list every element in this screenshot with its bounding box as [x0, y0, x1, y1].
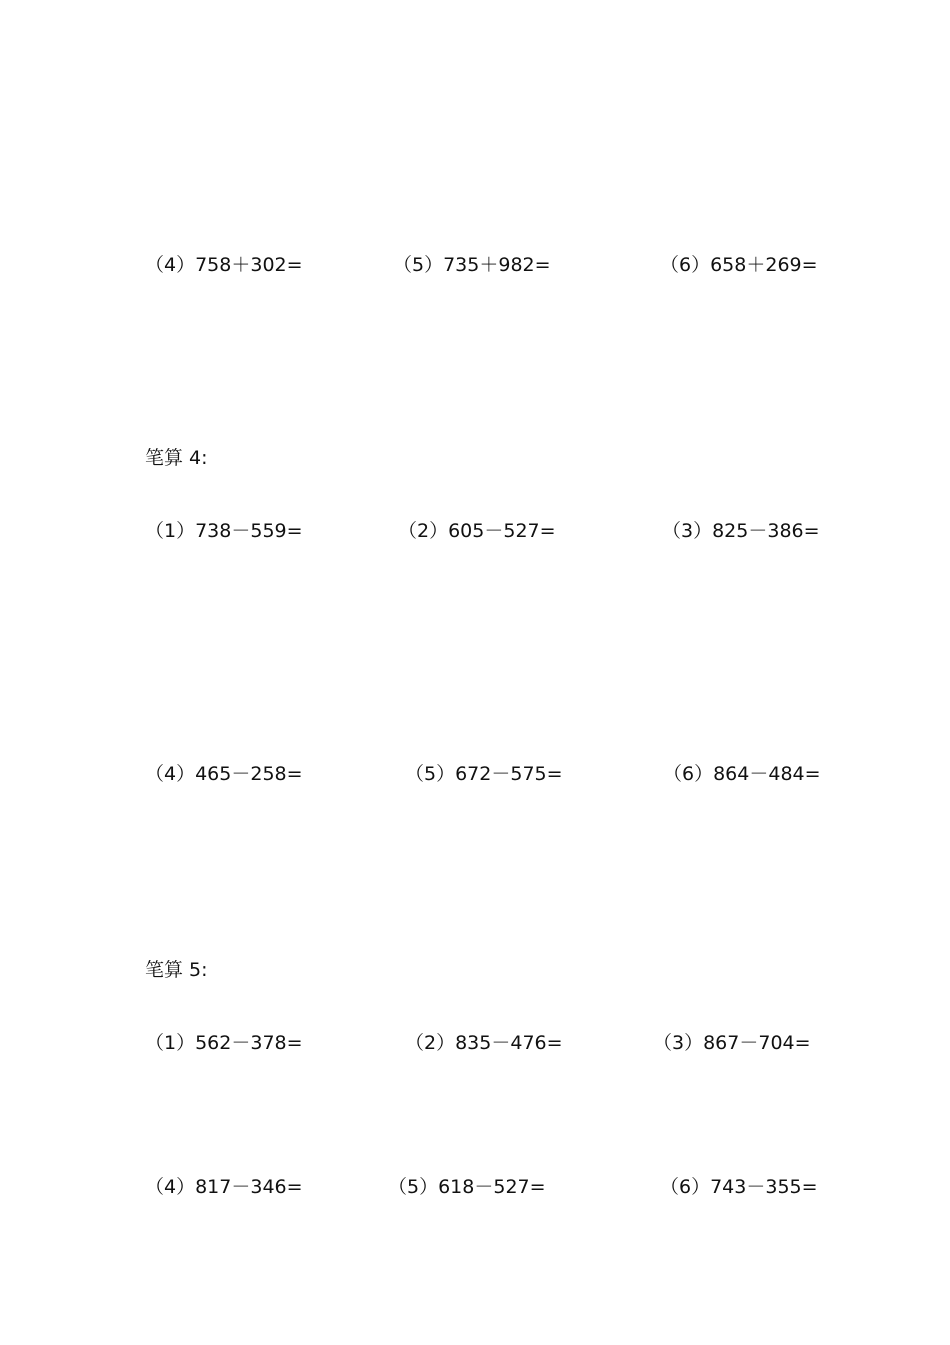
problem-5-1: （1）562－378=: [145, 1032, 303, 1054]
section-5-title: 笔算 5:: [145, 959, 208, 981]
problem-5-6: （6）743－355=: [660, 1176, 818, 1198]
problem-5-2: （2）835－476=: [405, 1032, 563, 1054]
problem-4-4: （4）465－258=: [145, 763, 303, 785]
problem-5-5: （5）618－527=: [388, 1176, 546, 1198]
problem-3-4: （4）758＋302=: [145, 254, 303, 276]
problem-3-6: （6）658＋269=: [660, 254, 818, 276]
problem-4-5: （5）672－575=: [405, 763, 563, 785]
section-4-title: 笔算 4:: [145, 447, 208, 469]
problem-5-4: （4）817－346=: [145, 1176, 303, 1198]
problem-4-1: （1）738－559=: [145, 520, 303, 542]
problem-3-5: （5）735＋982=: [393, 254, 551, 276]
problem-4-6: （6）864－484=: [663, 763, 821, 785]
problem-4-3: （3）825－386=: [662, 520, 820, 542]
problem-4-2: （2）605－527=: [398, 520, 556, 542]
problem-5-3: （3）867－704=: [653, 1032, 811, 1054]
